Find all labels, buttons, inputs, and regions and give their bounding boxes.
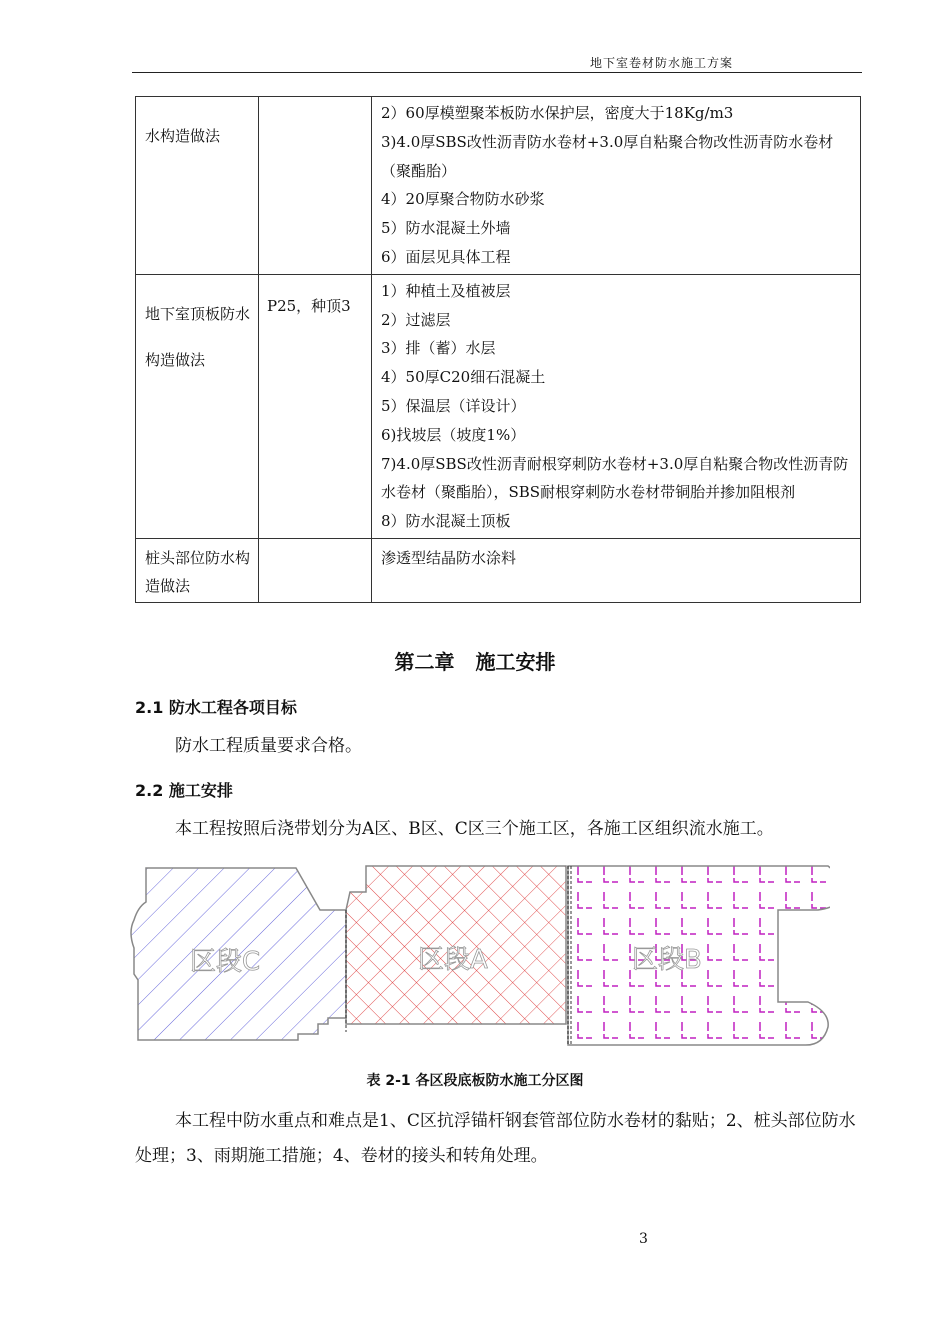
list-item: 2）过滤层 — [381, 310, 451, 329]
zone-division-diagram — [128, 862, 830, 1048]
row-items — [372, 275, 860, 538]
list-item: 1）种植土及植被层 — [381, 281, 511, 300]
table-row — [136, 97, 861, 275]
closing-paragraph: 本工程中防水重点和难点是1、C区抗浮锚杆钢套管部位防水卷材的黏贴；2、桩头部位防水处理；3、雨期施工措施；4、卷材的接头和转角处理。 — [135, 1111, 856, 1166]
list-item: 4）50厚C20细石混凝土 — [381, 368, 546, 387]
list-item: 5）保温层（详设计） — [381, 396, 526, 415]
list-item: 渗透型结晶防水涂料 — [381, 548, 517, 567]
table-row — [136, 538, 861, 602]
page-number: 3 — [639, 1231, 648, 1247]
list-item: 4）20厚聚合物防水砂浆 — [381, 190, 545, 209]
row-code — [259, 97, 371, 113]
list-item: 8）防水混凝土顶板 — [381, 512, 511, 531]
list-item: 3）排（蓄）水层 — [381, 339, 496, 358]
row-items — [372, 97, 860, 274]
row-code: P25，种顶3 — [267, 296, 351, 315]
list-item: 5）防水混凝土外墙 — [381, 219, 511, 238]
row-name: 桩头部位防水构造做法 — [145, 548, 251, 596]
row-items — [372, 539, 860, 602]
zone-label: 区段C — [190, 947, 261, 977]
list-item: 7)4.0厚SBS改性沥青耐根穿刺防水卷材+3.0厚自粘聚合物改性沥青防水卷材（聚酯胎），SBS耐根穿刺防水卷材带铜胎并掺加阻根剂 — [381, 454, 849, 502]
section-heading: 2.2 施工安排 — [135, 781, 233, 800]
header-rule — [132, 72, 862, 73]
list-item: 3)4.0厚SBS改性沥青防水卷材+3.0厚自粘聚合物改性沥青防水卷材（聚酯胎） — [381, 132, 834, 180]
running-header: 地下室卷材防水施工方案 — [590, 56, 734, 70]
list-item: 2）60厚模塑聚苯板防水保护层，密度大于18Kg/m3 — [381, 104, 734, 122]
table-row — [136, 274, 861, 538]
zone-label: 区段A — [418, 945, 488, 975]
construction-spec-table — [135, 96, 861, 603]
chapter-title: 第二章 施工安排 — [394, 650, 556, 674]
section-paragraph: 防水工程质量要求合格。 — [175, 736, 362, 756]
section-heading: 2.1 防水工程各项目标 — [135, 698, 297, 717]
row-code — [259, 539, 371, 555]
figure-caption: 表 2-1 各区段底板防水施工分区图 — [366, 1073, 584, 1089]
zone-label: 区段B — [632, 945, 702, 975]
list-item: 6）面层见具体工程 — [381, 247, 511, 266]
list-item: 6)找坡层（坡度1%） — [381, 425, 526, 444]
row-name: 水构造做法 — [145, 127, 221, 145]
section-paragraph: 本工程按照后浇带划分为A区、B区、C区三个施工区，各施工区组织流水施工。 — [175, 819, 774, 839]
row-name: 地下室顶板防水构造做法 — [145, 304, 251, 369]
